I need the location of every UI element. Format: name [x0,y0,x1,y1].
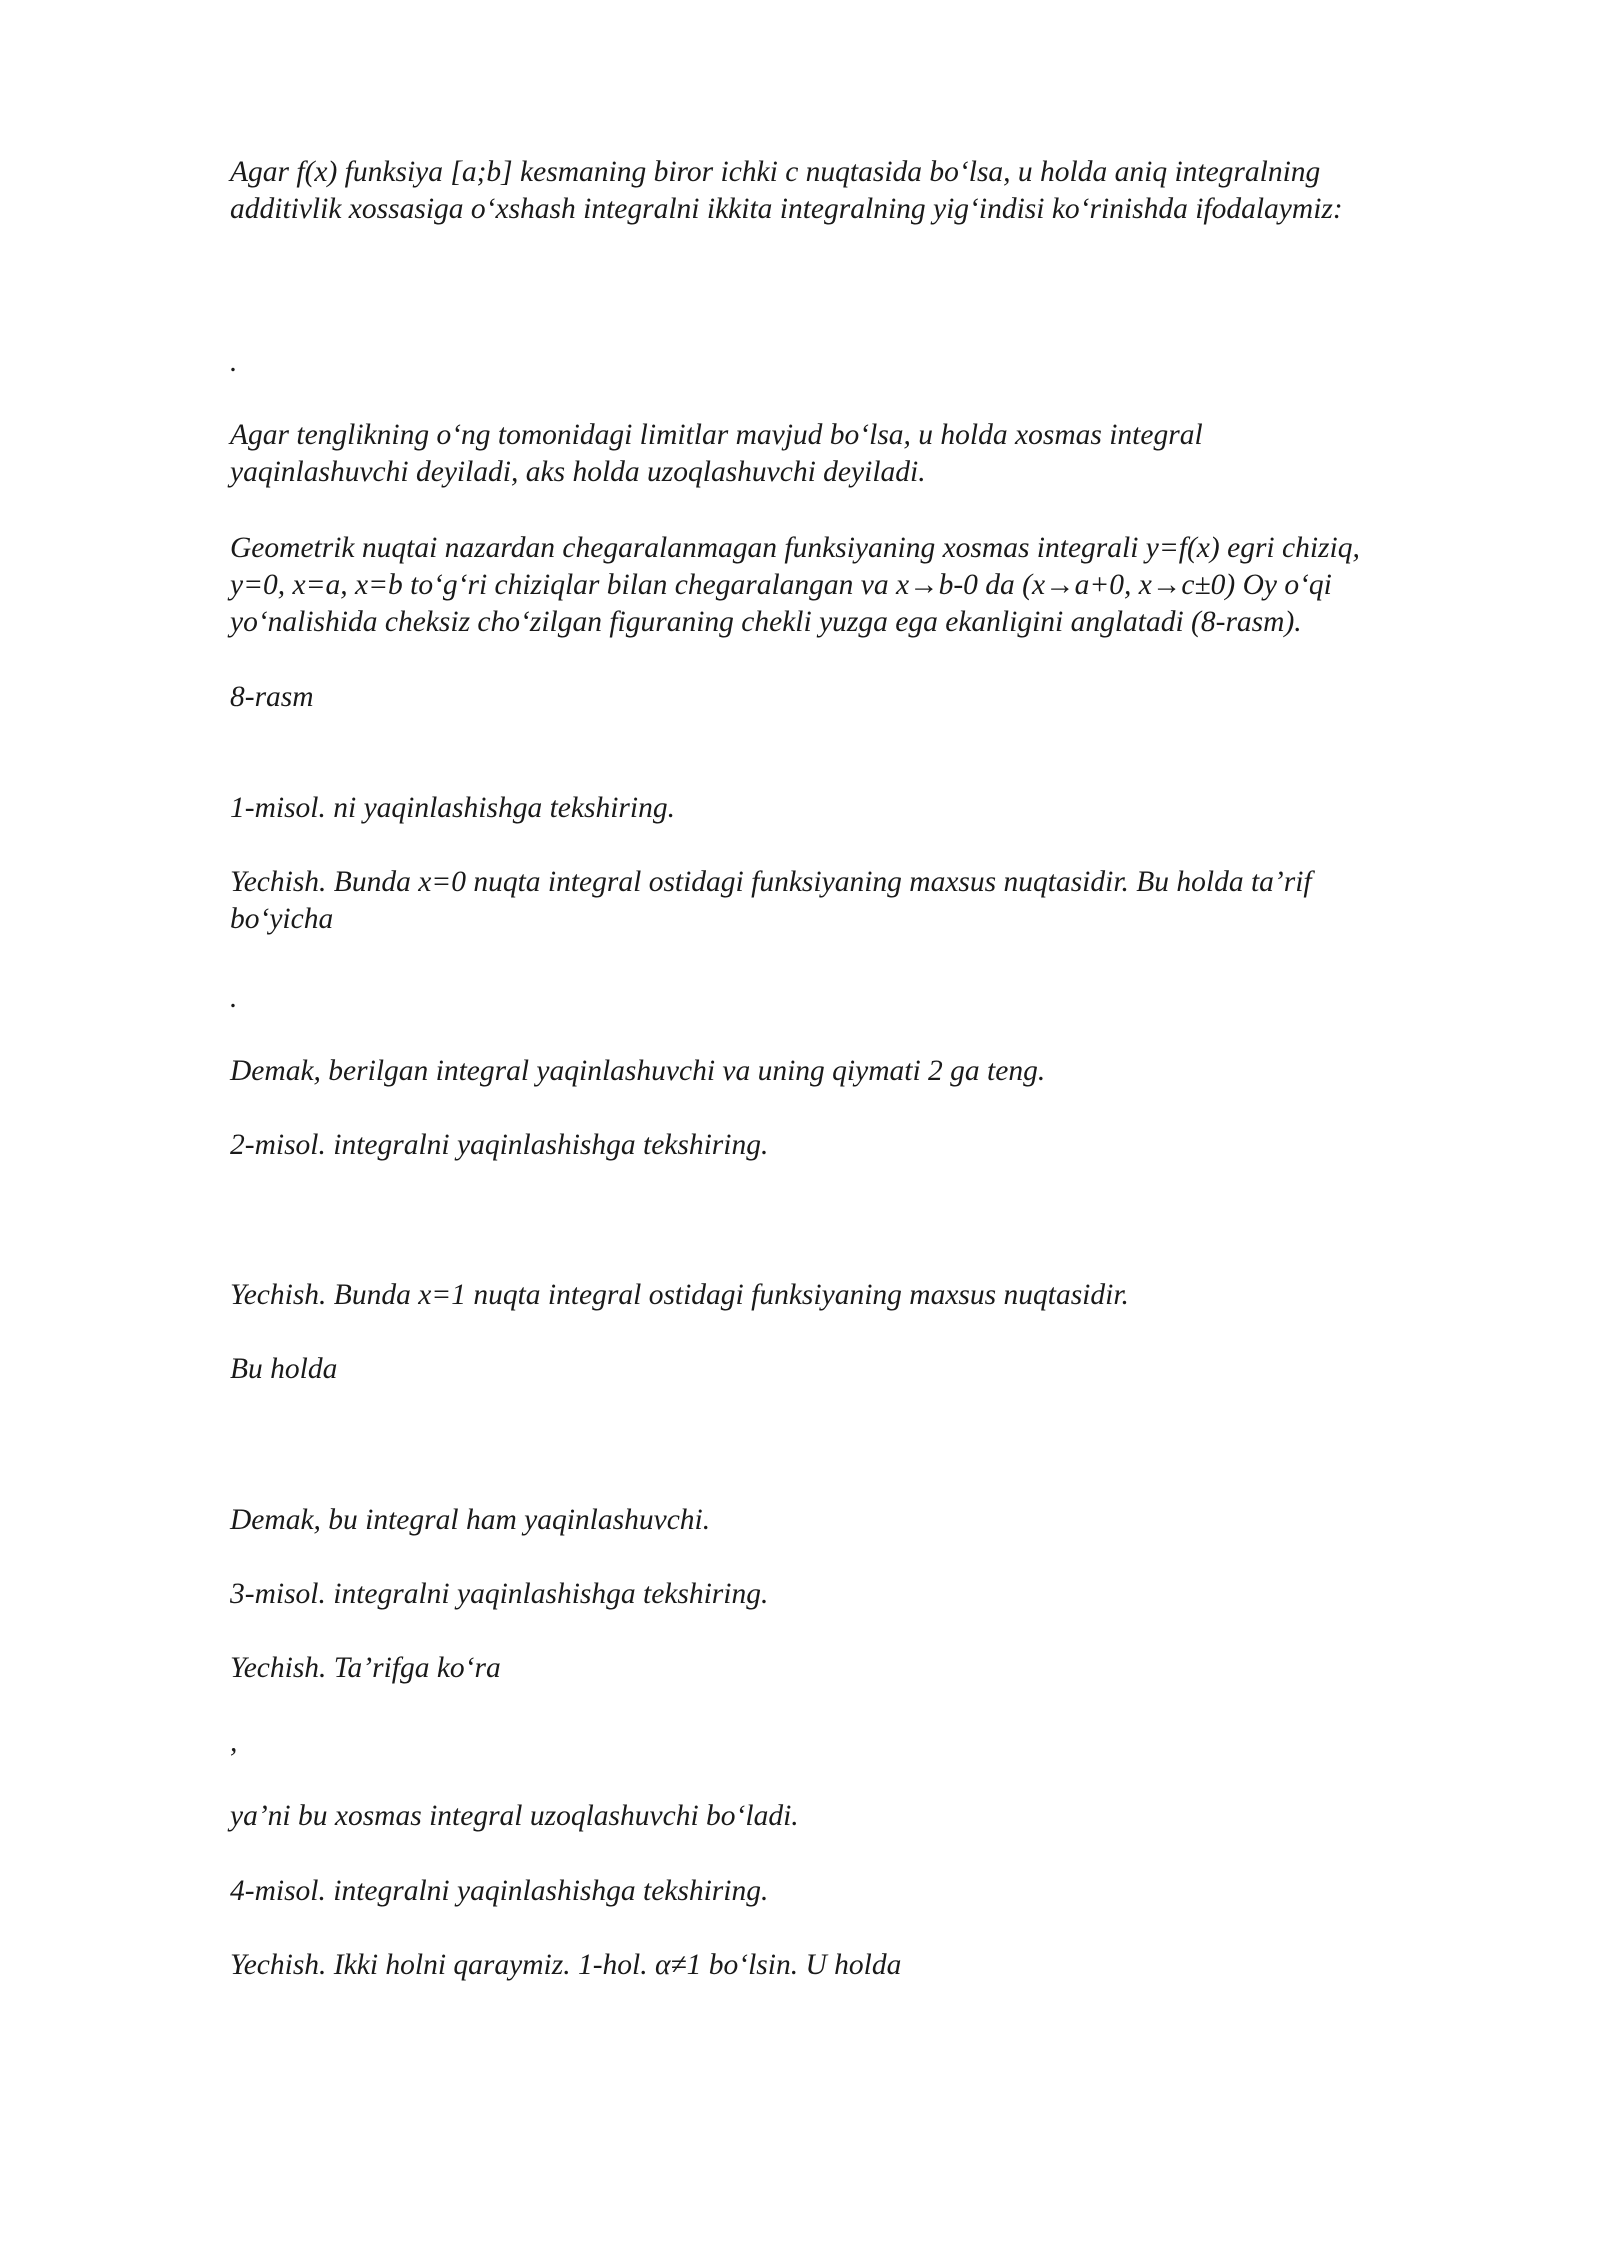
example-4-heading: 4-misol. integralni yaqinlashishga tekshiring. [230,1875,769,1907]
example-1-heading: 1-misol. ni yaqinlashishga tekshiring. [230,792,675,824]
example-1-conclusion: Demak, berilgan integral yaqinlashuvchi va uning qiymati 2 ga teng. [230,1055,1046,1087]
example-4-solution: Yechish. Ikki holni qaraymiz. 1-hol. α≠1 bo‘lsin. U holda [230,1949,902,1981]
example-1-solution [230,864,1510,938]
text-line: yaqinlashuvchi deyiladi, aks holda uzoqlashuvchi deyiladi. [230,456,926,488]
figure-caption: 8-rasm [230,681,314,713]
text-line: y=0, x=a, x=b to‘g‘ri chiziqlar bilan chegaralangan va x→b-0 da (x→a+0, x→c±0) Oy o‘qi [230,569,1332,601]
example-2-solution: Yechish. Bunda x=1 nuqta integral ostidagi funksiyaning maxsus nuqtasidir. [230,1279,1129,1311]
formula-end-dot: . [230,982,238,1014]
text-line: Agar tenglikning o‘ng tomonidagi limitlar mavjud bo‘lsa, u holda xosmas integral [230,419,1203,451]
formula-end-dot: . [230,346,238,378]
example-2-heading: 2-misol. integralni yaqinlashishga tekshiring. [230,1129,769,1161]
example-2-conclusion: Demak, bu integral ham yaqinlashuvchi. [230,1504,711,1536]
paragraph-convergence-definition [230,417,1510,491]
paragraph-additivity [230,154,1510,228]
text-line: yo‘nalishida cheksiz cho‘zilgan figuraning chekli yuzga ega ekanligini anglatadi (8-rasm). [230,606,1302,638]
text-line: additivlik xossasiga o‘xshash integralni ikkita integralning yig‘indisi ko‘rinishda ifodalaymiz: [230,193,1343,225]
text-line: Agar f(x) funksiya [a;b] kesmaning biror ichki c nuqtasida bo‘lsa, u holda aniq integralning [230,156,1321,188]
example-2-in-this-case: Bu holda [230,1353,338,1385]
formula-end-comma: , [230,1726,238,1758]
example-3-conclusion: ya’ni bu xosmas integral uzoqlashuvchi bo‘ladi. [230,1800,799,1832]
example-3-solution: Yechish. Ta’rifga ko‘ra [230,1652,501,1684]
example-3-heading: 3-misol. integralni yaqinlashishga tekshiring. [230,1578,769,1610]
text-line: bo‘yicha [230,903,334,935]
paragraph-geometric-meaning [230,530,1510,641]
text-line: Yechish. Bunda x=0 nuqta integral ostidagi funksiyaning maxsus nuqtasidir. Bu holda ta’rif [230,866,1312,898]
text-line: Geometrik nuqtai nazardan chegaralanmagan funksiyaning xosmas integrali y=f(x) egri chiziq, [230,532,1360,564]
